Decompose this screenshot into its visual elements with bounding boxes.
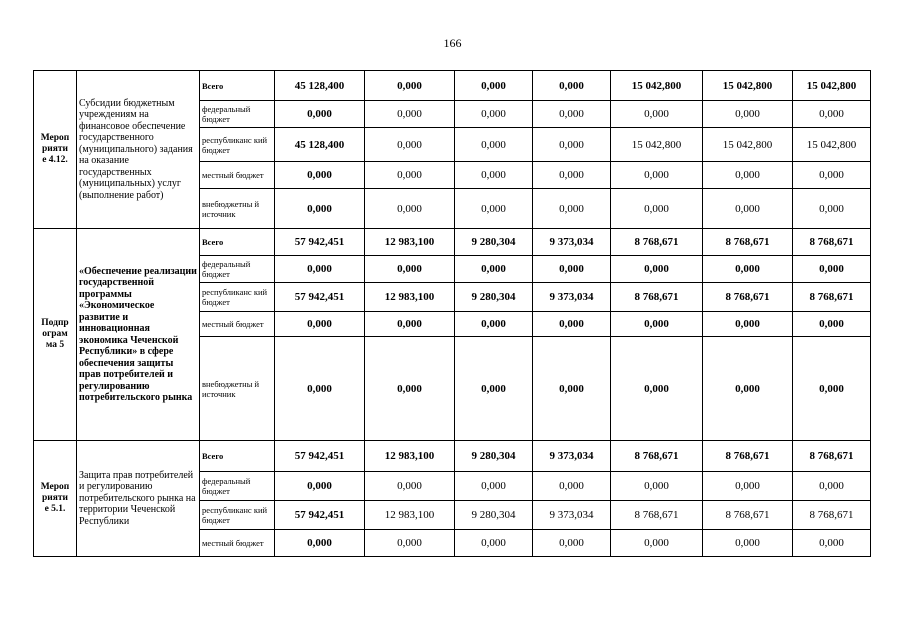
funding-source: республиканс кий бюджет (200, 283, 275, 312)
amount-cell: 8 768,671 (793, 501, 871, 530)
amount-cell: 45 128,400 (275, 71, 365, 101)
amount-cell: 0,000 (793, 162, 871, 189)
funding-source: федеральный бюджет (200, 472, 275, 501)
amount-cell: 0,000 (703, 530, 793, 557)
funding-source: внебюджетны й источник (200, 189, 275, 229)
amount-cell: 12 983,100 (365, 229, 455, 256)
amount-cell: 0,000 (793, 101, 871, 128)
funding-source: местный бюджет (200, 162, 275, 189)
amount-cell: 0,000 (703, 312, 793, 337)
amount-cell: 0,000 (611, 189, 703, 229)
amount-cell: 0,000 (703, 162, 793, 189)
section-description: «Обеспечение реализации государственной программы «Экономическое развитие и инновационная экономика Чеченской Республики» в сфере обеспечения защиты прав потребителей и регулированию потребительского рынка (77, 229, 200, 441)
funding-source: республиканс кий бюджет (200, 128, 275, 162)
amount-cell: 12 983,100 (365, 501, 455, 530)
amount-cell: 9 280,304 (455, 501, 533, 530)
amount-cell: 0,000 (365, 101, 455, 128)
amount-cell: 0,000 (275, 256, 365, 283)
amount-cell: 15 042,800 (611, 128, 703, 162)
amount-cell: 0,000 (611, 530, 703, 557)
amount-cell: 8 768,671 (611, 501, 703, 530)
amount-cell: 15 042,800 (703, 128, 793, 162)
section-description: Субсидии бюджетным учреждениям на финансовое обеспечение государственного (муниципального) задания на оказание государственных (муниципальных) услуг (выполнение работ) (77, 71, 200, 229)
amount-cell: 12 983,100 (365, 441, 455, 472)
amount-cell: 0,000 (703, 337, 793, 441)
amount-cell: 0,000 (275, 472, 365, 501)
amount-cell: 0,000 (533, 189, 611, 229)
amount-cell: 0,000 (455, 162, 533, 189)
amount-cell: 0,000 (275, 530, 365, 557)
amount-cell: 8 768,671 (703, 441, 793, 472)
amount-cell: 12 983,100 (365, 283, 455, 312)
amount-cell: 8 768,671 (793, 283, 871, 312)
amount-cell: 0,000 (365, 312, 455, 337)
amount-cell: 0,000 (275, 312, 365, 337)
funding-source: республиканс кий бюджет (200, 501, 275, 530)
amount-cell: 0,000 (455, 101, 533, 128)
amount-cell: 8 768,671 (703, 229, 793, 256)
amount-cell: 8 768,671 (611, 441, 703, 472)
section-code: Подпр ограм ма 5 (34, 229, 77, 441)
amount-cell: 0,000 (793, 530, 871, 557)
amount-cell: 0,000 (275, 162, 365, 189)
amount-cell: 0,000 (703, 189, 793, 229)
amount-cell: 0,000 (365, 472, 455, 501)
amount-cell: 0,000 (275, 189, 365, 229)
amount-cell: 0,000 (365, 337, 455, 441)
amount-cell: 0,000 (533, 312, 611, 337)
table-row (34, 71, 871, 101)
funding-source: Всего (200, 71, 275, 101)
amount-cell: 0,000 (533, 256, 611, 283)
amount-cell: 0,000 (793, 472, 871, 501)
amount-cell: 0,000 (455, 530, 533, 557)
amount-cell: 0,000 (793, 312, 871, 337)
amount-cell: 8 768,671 (793, 229, 871, 256)
amount-cell: 0,000 (793, 256, 871, 283)
page-number: 166 (443, 36, 462, 50)
funding-source: федеральный бюджет (200, 101, 275, 128)
amount-cell: 0,000 (455, 337, 533, 441)
amount-cell: 0,000 (611, 162, 703, 189)
funding-source: Всего (200, 229, 275, 256)
amount-cell: 8 768,671 (611, 283, 703, 312)
amount-cell: 0,000 (611, 337, 703, 441)
amount-cell: 9 373,034 (533, 283, 611, 312)
amount-cell: 0,000 (533, 530, 611, 557)
amount-cell: 9 280,304 (455, 283, 533, 312)
amount-cell: 0,000 (455, 312, 533, 337)
amount-cell: 0,000 (533, 128, 611, 162)
amount-cell: 0,000 (793, 189, 871, 229)
section-code: Мероп рияти е 4.12. (34, 71, 77, 229)
amount-cell: 57 942,451 (275, 283, 365, 312)
amount-cell: 15 042,800 (703, 71, 793, 101)
section-code: Мероп рияти е 5.1. (34, 441, 77, 557)
funding-source: внебюджетны й источник (200, 337, 275, 441)
amount-cell: 8 768,671 (703, 283, 793, 312)
amount-cell: 0,000 (365, 530, 455, 557)
amount-cell: 0,000 (455, 71, 533, 101)
funding-source: местный бюджет (200, 312, 275, 337)
amount-cell: 0,000 (365, 71, 455, 101)
amount-cell: 0,000 (611, 101, 703, 128)
amount-cell: 0,000 (275, 101, 365, 128)
table-row (34, 229, 871, 256)
funding-source: местный бюджет (200, 530, 275, 557)
amount-cell: 0,000 (611, 472, 703, 501)
amount-cell: 0,000 (793, 337, 871, 441)
amount-cell: 0,000 (533, 71, 611, 101)
amount-cell: 0,000 (533, 101, 611, 128)
amount-cell: 0,000 (533, 472, 611, 501)
table-row (34, 441, 871, 472)
amount-cell: 0,000 (703, 101, 793, 128)
amount-cell: 0,000 (275, 337, 365, 441)
amount-cell: 9 373,034 (533, 501, 611, 530)
amount-cell: 0,000 (455, 472, 533, 501)
amount-cell: 0,000 (703, 472, 793, 501)
budget-table (33, 70, 871, 557)
amount-cell: 0,000 (533, 162, 611, 189)
amount-cell: 0,000 (455, 128, 533, 162)
amount-cell: 15 042,800 (793, 128, 871, 162)
section-description: Защита прав потребителей и регулированию потребительского рынка на территории Чеченской Республики (77, 441, 200, 557)
amount-cell: 0,000 (703, 256, 793, 283)
amount-cell: 0,000 (365, 128, 455, 162)
amount-cell: 57 942,451 (275, 441, 365, 472)
amount-cell: 0,000 (611, 256, 703, 283)
amount-cell: 15 042,800 (611, 71, 703, 101)
amount-cell: 9 280,304 (455, 229, 533, 256)
amount-cell: 9 373,034 (533, 229, 611, 256)
amount-cell: 0,000 (365, 189, 455, 229)
amount-cell: 8 768,671 (793, 441, 871, 472)
amount-cell: 0,000 (455, 256, 533, 283)
funding-source: федеральный бюджет (200, 256, 275, 283)
amount-cell: 0,000 (365, 256, 455, 283)
amount-cell: 57 942,451 (275, 229, 365, 256)
amount-cell: 8 768,671 (703, 501, 793, 530)
amount-cell: 0,000 (455, 189, 533, 229)
funding-source: Всего (200, 441, 275, 472)
amount-cell: 45 128,400 (275, 128, 365, 162)
amount-cell: 9 373,034 (533, 441, 611, 472)
amount-cell: 0,000 (533, 337, 611, 441)
amount-cell: 15 042,800 (793, 71, 871, 101)
amount-cell: 0,000 (365, 162, 455, 189)
amount-cell: 8 768,671 (611, 229, 703, 256)
amount-cell: 0,000 (611, 312, 703, 337)
amount-cell: 9 280,304 (455, 441, 533, 472)
amount-cell: 57 942,451 (275, 501, 365, 530)
